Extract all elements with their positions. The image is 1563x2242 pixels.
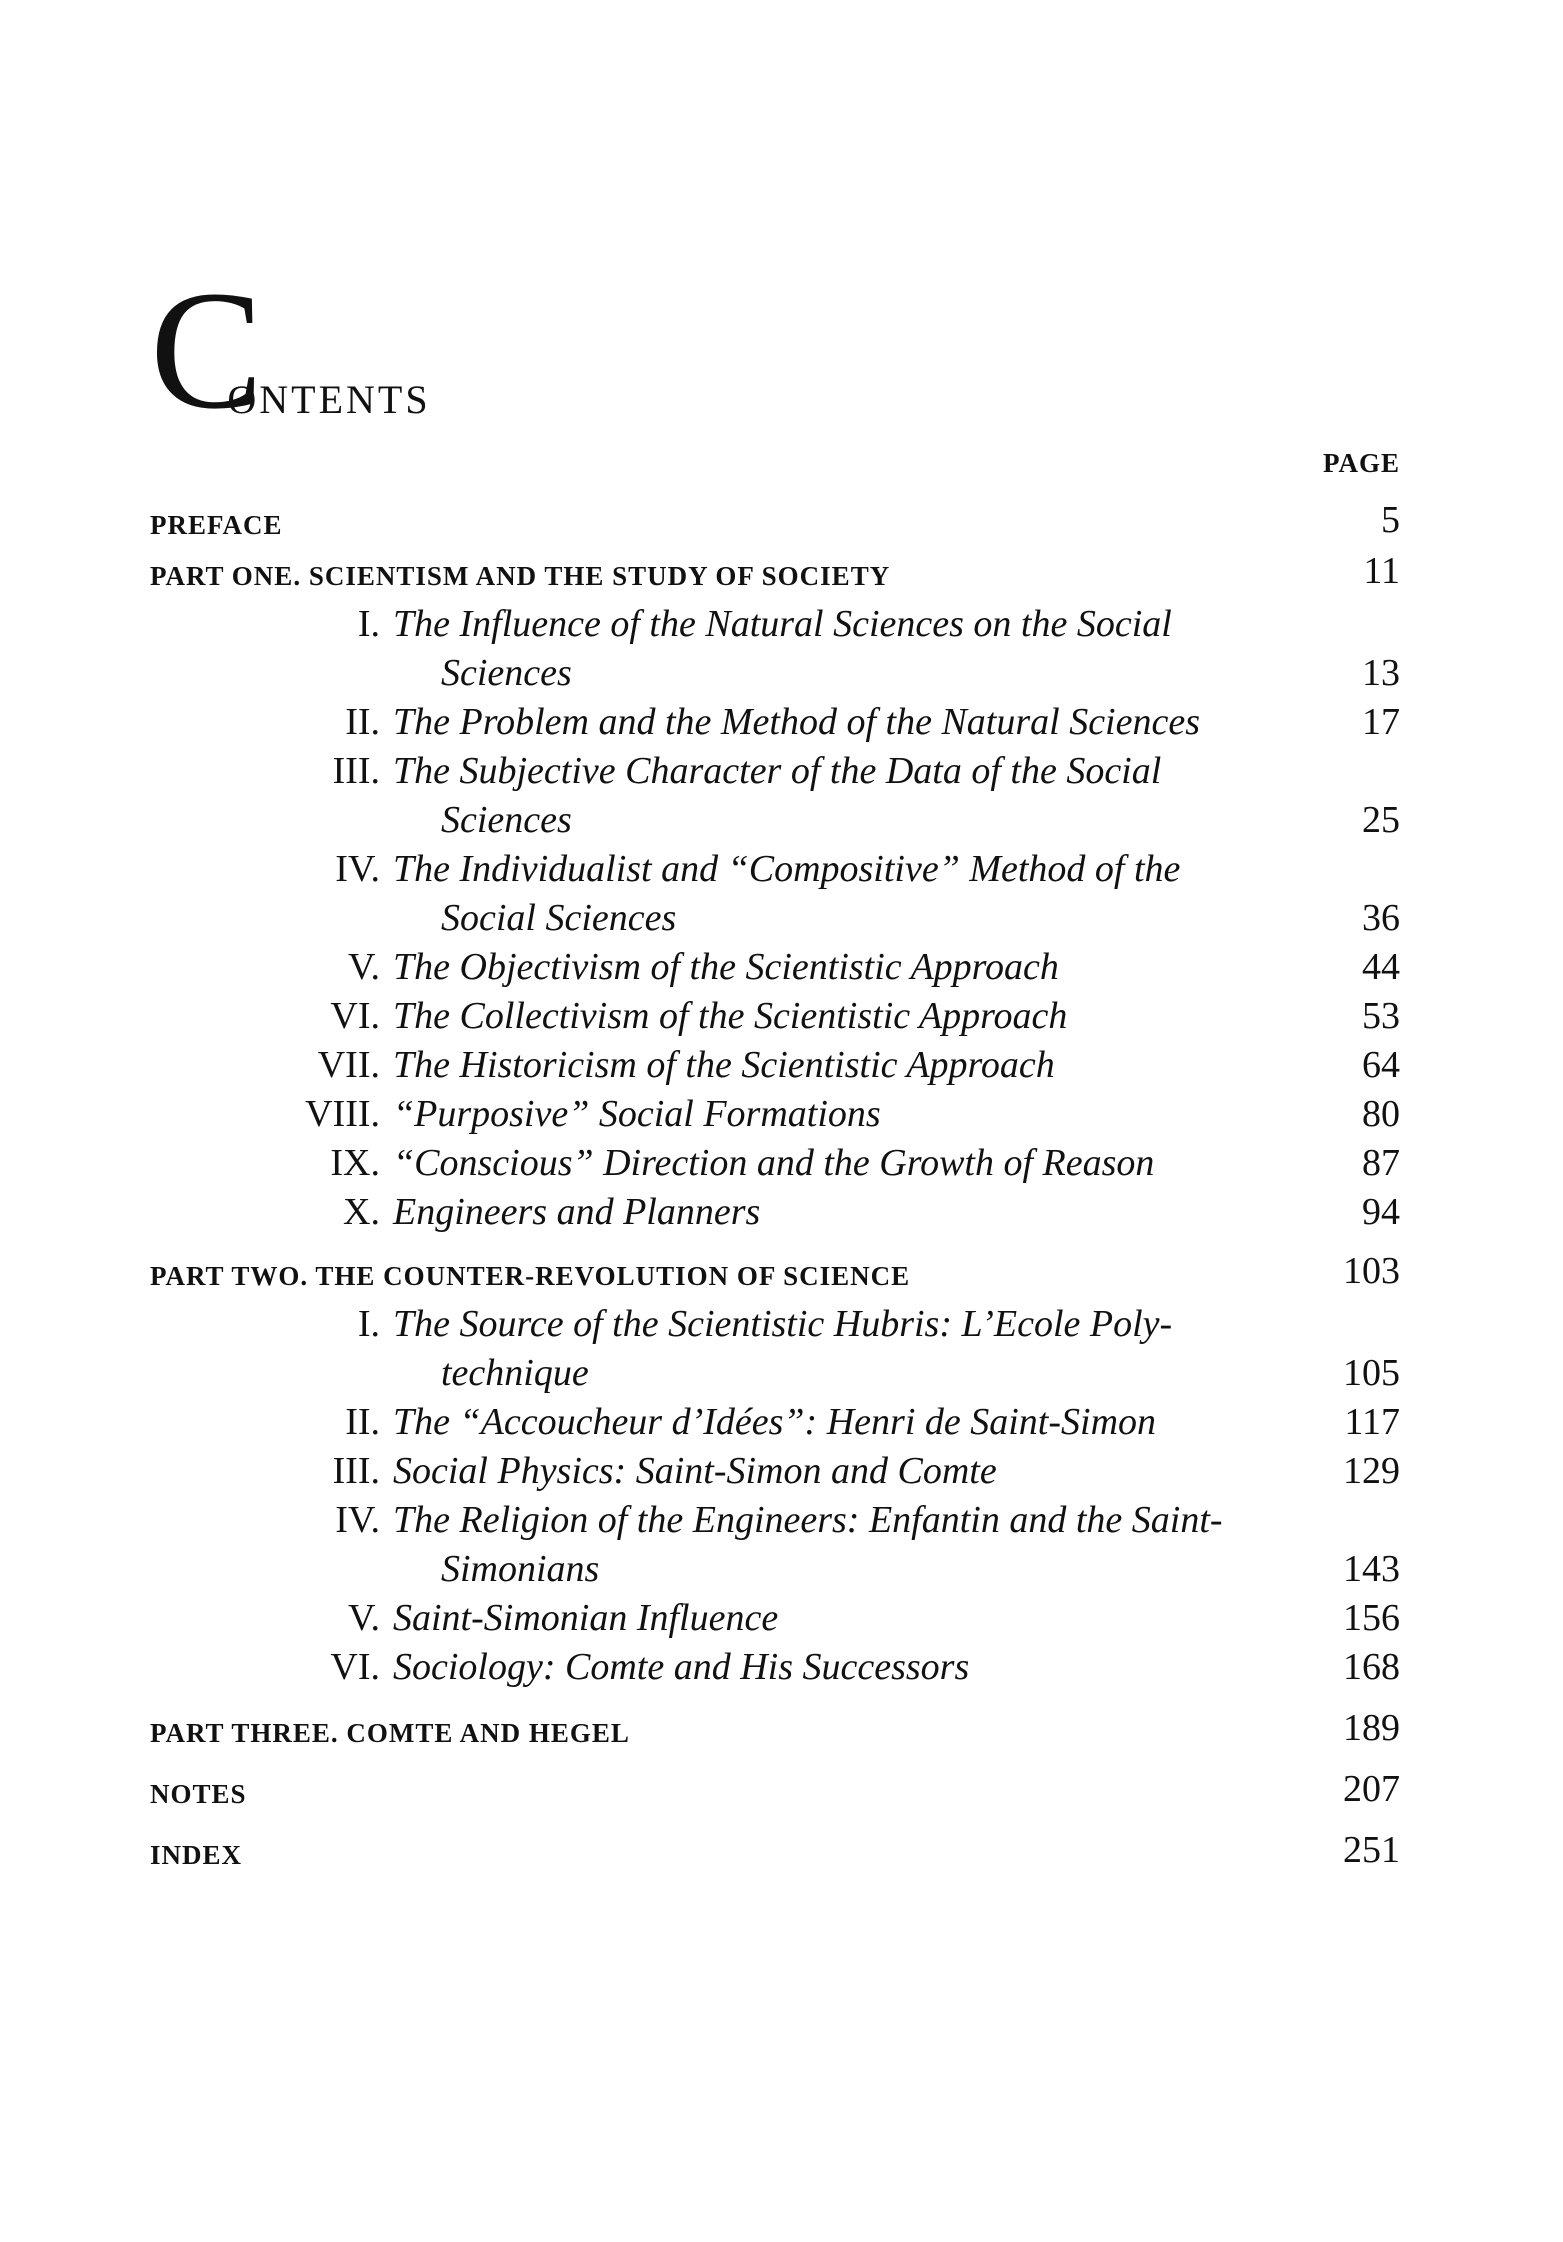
chapter-number: V. bbox=[347, 1597, 380, 1639]
chapter-number: II. bbox=[345, 1401, 380, 1443]
chapter-title bbox=[393, 1398, 1280, 1447]
chapter-title-line-2: Sciences bbox=[441, 799, 572, 841]
part-page: 11 bbox=[1363, 550, 1400, 592]
toc-entry-page: 5 bbox=[1381, 499, 1400, 541]
chapter-page: 13 bbox=[1362, 652, 1400, 694]
toc-chapter[interactable] bbox=[150, 1188, 1400, 1237]
toc-chapter[interactable] bbox=[150, 943, 1400, 992]
chapter-title-line-1: The Collectivism of the Scientistic Approach bbox=[393, 995, 1068, 1037]
chapter-number: IV. bbox=[335, 848, 380, 890]
chapter-page: 44 bbox=[1362, 946, 1400, 988]
chapter-title-line-1: The Influence of the Natural Sciences on the Social bbox=[393, 603, 1172, 645]
chapter-number: VII. bbox=[317, 1044, 380, 1086]
chapter-page: 105 bbox=[1343, 1352, 1400, 1394]
chapter-title bbox=[393, 992, 1280, 1041]
chapter-page: 143 bbox=[1343, 1548, 1400, 1590]
chapter-number: IX. bbox=[330, 1142, 380, 1184]
chapter-title-line-1: Engineers and Planners bbox=[393, 1191, 761, 1233]
chapter-page: 156 bbox=[1343, 1597, 1400, 1639]
toc-chapter[interactable] bbox=[150, 1041, 1400, 1090]
toc-chapter[interactable] bbox=[150, 1300, 1400, 1398]
chapter-page: 53 bbox=[1362, 995, 1400, 1037]
toc-entry-page: 251 bbox=[1343, 1829, 1400, 1871]
part-title: PART THREE. COMTE AND HEGEL bbox=[150, 1718, 630, 1748]
toc-chapter[interactable] bbox=[150, 1496, 1400, 1594]
toc-chapter[interactable] bbox=[150, 845, 1400, 943]
toc-part-three[interactable] bbox=[150, 1704, 1400, 1753]
chapter-number: V. bbox=[347, 946, 380, 988]
chapter-title bbox=[393, 1090, 1280, 1139]
chapter-number: II. bbox=[345, 701, 380, 743]
contents-heading bbox=[150, 256, 431, 444]
toc-chapter[interactable] bbox=[150, 1594, 1400, 1643]
heading-rest: ONTENTS bbox=[227, 377, 431, 422]
chapter-title-line-1: Saint-Simonian Influence bbox=[393, 1597, 779, 1639]
toc-chapter[interactable] bbox=[150, 1643, 1400, 1692]
toc-entry-title: PREFACE bbox=[150, 510, 283, 540]
chapter-number: III. bbox=[332, 1450, 380, 1492]
part-page: 189 bbox=[1343, 1707, 1400, 1749]
chapter-title-line-1: The Religion of the Engineers: Enfantin and the Saint- bbox=[393, 1499, 1223, 1541]
chapter-title bbox=[393, 1643, 1280, 1692]
chapter-page: 94 bbox=[1362, 1191, 1400, 1233]
chapter-number: I. bbox=[357, 1303, 380, 1345]
part-title: PART ONE. SCIENTISM AND THE STUDY OF SOCIETY bbox=[150, 561, 891, 591]
chapter-number: X. bbox=[343, 1191, 380, 1233]
chapter-title bbox=[393, 600, 1280, 698]
toc-chapter[interactable] bbox=[150, 992, 1400, 1041]
chapter-number: VIII. bbox=[305, 1093, 380, 1135]
toc-chapter[interactable] bbox=[150, 1090, 1400, 1139]
chapter-title bbox=[393, 1300, 1280, 1398]
chapter-page: 87 bbox=[1362, 1142, 1400, 1184]
chapter-title bbox=[393, 698, 1280, 747]
chapter-number: III. bbox=[332, 750, 380, 792]
chapter-title bbox=[393, 1447, 1280, 1496]
chapter-title bbox=[393, 1139, 1280, 1188]
chapter-title-line-1: The Historicism of the Scientistic Approach bbox=[393, 1044, 1055, 1086]
toc-chapter[interactable] bbox=[150, 747, 1400, 845]
chapter-title-line-1: The Source of the Scientistic Hubris: L’Ecole Poly- bbox=[393, 1303, 1173, 1345]
toc-entry-preface[interactable] bbox=[150, 496, 1400, 545]
toc-chapter[interactable] bbox=[150, 600, 1400, 698]
toc-entry-title: INDEX bbox=[150, 1840, 243, 1870]
chapter-title bbox=[393, 1188, 1280, 1237]
table-of-contents bbox=[150, 490, 1400, 1875]
chapter-title-line-1: The Subjective Character of the Data of the Social bbox=[393, 750, 1162, 792]
page-column-label: PAGE bbox=[1323, 448, 1400, 478]
chapter-title-line-1: The Objectivism of the Scientistic Approach bbox=[393, 946, 1059, 988]
chapter-title-line-1: Social Physics: Saint-Simon and Comte bbox=[393, 1450, 997, 1492]
toc-chapter[interactable] bbox=[150, 1398, 1400, 1447]
chapter-number: IV. bbox=[335, 1499, 380, 1541]
chapter-page: 36 bbox=[1362, 897, 1400, 939]
toc-part-one[interactable] bbox=[150, 547, 1400, 596]
contents-page bbox=[150, 0, 1400, 2242]
chapter-title-line-1: The Individualist and “Compositive” Method of the bbox=[393, 848, 1181, 890]
chapter-number: I. bbox=[357, 603, 380, 645]
toc-chapter[interactable] bbox=[150, 698, 1400, 747]
chapter-title-line-2: Social Sciences bbox=[441, 897, 677, 939]
chapter-title bbox=[393, 1041, 1280, 1090]
toc-part-two[interactable] bbox=[150, 1247, 1400, 1296]
toc-entry-notes[interactable] bbox=[150, 1765, 1400, 1814]
chapter-title bbox=[393, 1594, 1280, 1643]
chapter-number: VI. bbox=[330, 995, 380, 1037]
chapter-page: 80 bbox=[1362, 1093, 1400, 1135]
part-page: 103 bbox=[1343, 1250, 1400, 1292]
chapter-title bbox=[393, 1496, 1280, 1594]
chapter-title bbox=[393, 747, 1280, 845]
chapter-number: VI. bbox=[330, 1646, 380, 1688]
chapter-page: 64 bbox=[1362, 1044, 1400, 1086]
chapter-page: 168 bbox=[1343, 1646, 1400, 1688]
chapter-title-line-1: Sociology: Comte and His Successors bbox=[393, 1646, 970, 1688]
chapter-title bbox=[393, 845, 1280, 943]
chapter-title bbox=[393, 943, 1280, 992]
chapter-page: 117 bbox=[1344, 1401, 1400, 1443]
chapter-title-line-2: Sciences bbox=[441, 652, 572, 694]
chapter-page: 17 bbox=[1362, 701, 1400, 743]
chapter-title-line-1: “Conscious” Direction and the Growth of Reason bbox=[393, 1142, 1155, 1184]
chapter-title-line-1: The Problem and the Method of the Natural Sciences bbox=[393, 701, 1200, 743]
toc-entry-index[interactable] bbox=[150, 1826, 1400, 1875]
chapter-page: 25 bbox=[1362, 799, 1400, 841]
toc-entry-page: 207 bbox=[1343, 1768, 1400, 1810]
chapter-title-line-1: The “Accoucheur d’Idées”: Henri de Saint-Simon bbox=[393, 1401, 1157, 1443]
chapter-title-line-1: “Purposive” Social Formations bbox=[393, 1093, 881, 1135]
chapter-title-line-2: Simonians bbox=[441, 1548, 600, 1590]
chapter-title-line-2: technique bbox=[441, 1352, 589, 1394]
toc-chapter[interactable] bbox=[150, 1139, 1400, 1188]
chapter-page: 129 bbox=[1343, 1450, 1400, 1492]
heading-initial: C bbox=[150, 256, 258, 444]
part-title: PART TWO. THE COUNTER-REVOLUTION OF SCIENCE bbox=[150, 1261, 911, 1291]
toc-entry-title: NOTES bbox=[150, 1779, 247, 1809]
toc-chapter[interactable] bbox=[150, 1447, 1400, 1496]
